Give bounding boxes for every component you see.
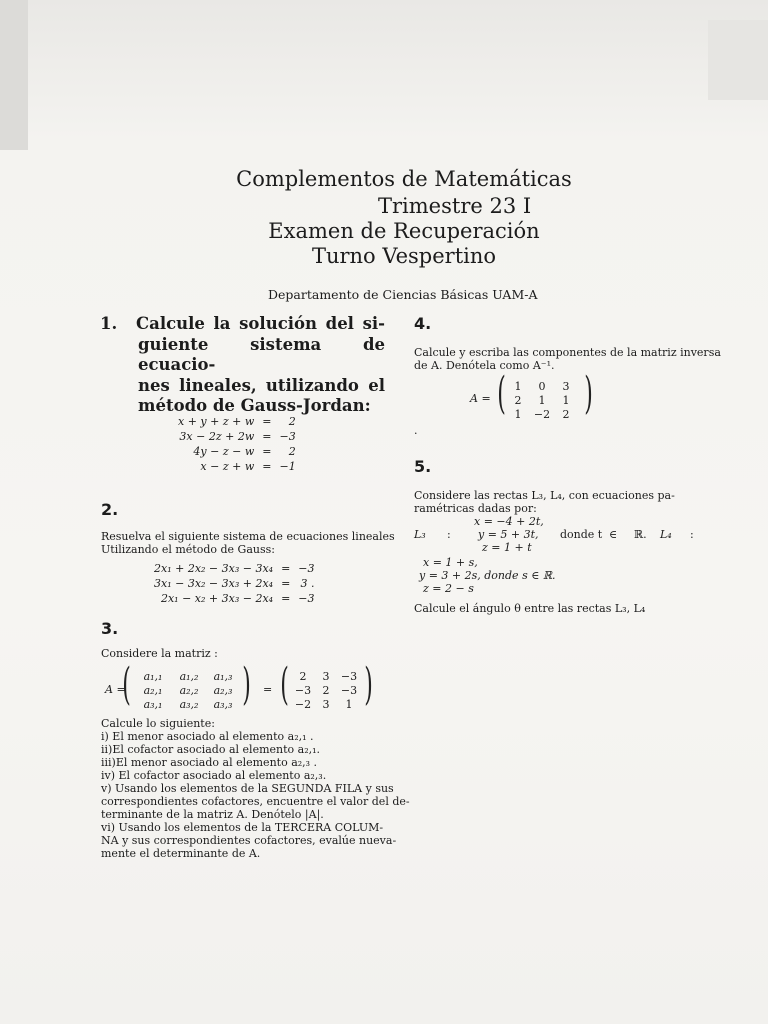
l3-y: y = 5 + 3t, <box>478 528 539 541</box>
q1-line-1: 1. Calcule la solución del si- <box>100 314 385 333</box>
matrix-cell: 0 <box>538 380 546 393</box>
q1-line-4: método de Gauss-Jordan: <box>138 396 371 415</box>
q3-line: correspondientes cofactores, encuentre el valor del de- <box>101 795 410 808</box>
q2-text-2: Utilizando el método de Gauss: <box>101 543 275 556</box>
q3-right-paren-2: ) <box>364 659 373 710</box>
matrix-cell: a₂,₂ <box>179 684 199 697</box>
q3-matrix-label: A = <box>105 683 126 696</box>
l3-colon: : <box>447 528 451 541</box>
q5-text-2: ramétricas dadas por: <box>414 502 537 515</box>
matrix-cell: a₃,₁ <box>143 698 163 711</box>
q3-line: Calcule lo siguiente: <box>101 717 215 730</box>
l4-y: y = 3 + 2s, donde s ∈ ℝ. <box>419 569 556 582</box>
l3-reals: ℝ. <box>634 528 647 541</box>
q1-equation: 3x − 2z + 2w = −3 <box>179 430 296 443</box>
matrix-cell: a₂,₃ <box>213 684 233 697</box>
matrix-cell: 1 <box>514 408 522 421</box>
matrix-cell: −3 <box>294 684 312 697</box>
matrix-cell: 2 <box>514 394 522 407</box>
matrix-cell: −2 <box>533 408 551 421</box>
matrix-cell: 2 <box>299 670 307 683</box>
q3-line: terminante de la matriz A. Denótelo |A|. <box>101 808 324 821</box>
matrix-cell: −2 <box>294 698 312 711</box>
l3-x: x = −4 + 2t, <box>474 515 544 528</box>
q1-line-2: guiente sistema de ecuacio- <box>138 334 385 374</box>
l3-in: ∈ <box>609 528 618 541</box>
q4-text-2: de A. Denótela como A⁻¹. <box>414 359 555 372</box>
matrix-cell: 3 <box>322 670 330 683</box>
q3-line: iii)El menor asociado al elemento a₂,₃ . <box>101 756 318 769</box>
q3-number: 3. <box>101 619 119 638</box>
q3-equals: = <box>263 683 273 696</box>
matrix-cell: a₁,₃ <box>213 670 233 683</box>
matrix-cell: a₁,₁ <box>143 670 163 683</box>
l4-label: L₄ <box>660 528 672 541</box>
q5-number: 5. <box>414 457 432 476</box>
q1-system <box>174 414 300 474</box>
q3-line: v) Usando los elementos de la SEGUNDA FILA y sus <box>101 782 394 795</box>
q2-equation: 2x₁ − x₂ + 3x₃ − 2x₄ = −3 <box>160 592 315 605</box>
q3-right-paren: ) <box>242 659 251 710</box>
exam-shift: Turno Vespertino <box>311 244 497 268</box>
q4-text-1: Calcule y escriba las componentes de la matriz inversa <box>414 346 721 359</box>
department: Departamento de Ciencias Básicas UAM-A <box>268 287 538 302</box>
q3-intro: Considere la matriz : <box>101 647 218 660</box>
q3-line: i) El menor asociado al elemento a₂,₁ . <box>101 730 314 743</box>
q4-number: 4. <box>414 314 432 333</box>
matrix-cell: 1 <box>562 394 570 407</box>
l3-condition: donde t <box>560 528 603 541</box>
matrix-cell: a₁,₂ <box>179 670 199 683</box>
matrix-cell: −3 <box>340 684 358 697</box>
matrix-cell: 2 <box>562 408 570 421</box>
page-shadow-left <box>0 0 28 150</box>
matrix-cell: −3 <box>340 670 358 683</box>
matrix-cell: 1 <box>538 394 546 407</box>
q3-line: iv) El cofactor asociado al elemento a₂,₃. <box>101 769 327 782</box>
page-shadow-right <box>708 20 768 100</box>
l4-z: z = 2 − s <box>423 582 474 595</box>
q1-line-3: nes lineales, utilizando el <box>138 375 385 395</box>
matrix-cell: a₃,₃ <box>213 698 233 711</box>
question-1 <box>100 314 385 417</box>
exam-type: Examen de Recuperación <box>268 219 540 243</box>
matrix-cell: 3 <box>322 698 330 711</box>
q4-left-paren: ( <box>497 368 506 419</box>
q2-number: 2. <box>101 500 119 519</box>
q2-equation: 3x₁ − 3x₂ − 3x₃ + 2x₄ = 3 . <box>154 577 315 590</box>
q3-left-paren-2: ( <box>280 659 289 710</box>
q1-equation: x + y + z + w = 2 <box>178 415 296 428</box>
l4-colon: : <box>690 528 694 541</box>
q4-dot: . <box>414 424 418 437</box>
q4-matrix-label: A = <box>470 392 491 405</box>
q1-equation: x − z + w = −1 <box>200 460 296 473</box>
matrix-cell: 2 <box>322 684 330 697</box>
matrix-cell: 1 <box>345 698 353 711</box>
q3-line: NA y sus correspondientes cofactores, evalúe nueva- <box>101 834 397 847</box>
q5-text-1: Considere las rectas L₃, L₄, con ecuaciones pa- <box>414 489 675 502</box>
exam-title: Complementos de Matemáticas <box>236 167 572 191</box>
l3-z: z = 1 + t <box>482 541 532 554</box>
q3-line: ii)El cofactor asociado al elemento a₂,₁. <box>101 743 321 756</box>
q4-right-paren: ) <box>584 368 593 419</box>
matrix-cell: 1 <box>514 380 522 393</box>
matrix-cell: a₂,₁ <box>143 684 163 697</box>
q2-system <box>150 561 319 606</box>
matrix-cell: a₃,₂ <box>179 698 199 711</box>
q3-left-paren: ( <box>122 659 131 710</box>
q2-equation: 2x₁ + 2x₂ − 3x₃ − 3x₄ = −3 <box>154 562 315 575</box>
q5-ask: Calcule el ángulo θ entre las rectas L₃, L₄ <box>414 602 646 615</box>
q3-line: mente el determinante de A. <box>101 847 261 860</box>
q2-text-1: Resuelva el siguiente sistema de ecuaciones lineales <box>101 530 395 543</box>
q3-line: vi) Usando los elementos de la TERCERA COLUM- <box>101 821 384 834</box>
matrix-cell: 3 <box>562 380 570 393</box>
q1-equation: 4y − z − w = 2 <box>193 445 296 458</box>
l3-label: L₃ <box>414 528 426 541</box>
l4-x: x = 1 + s, <box>423 556 478 569</box>
trimester-line: Trimestre 23 I <box>378 194 532 218</box>
